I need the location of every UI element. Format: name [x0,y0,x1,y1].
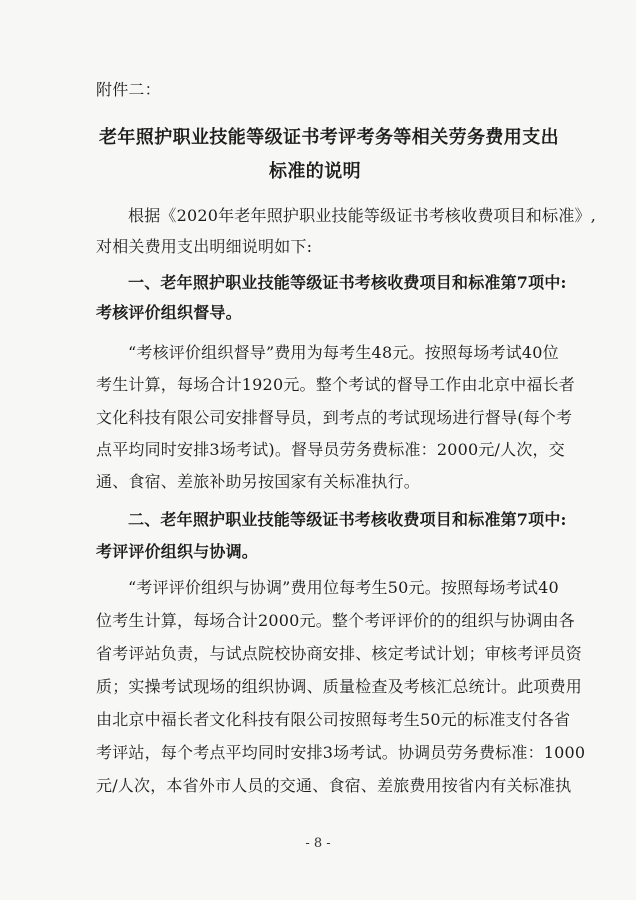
section1-body-line-2: 考生计算，每场合计1920元。整个考试的督导工作由北京中福长者 [96,375,575,394]
section2-body-line-1: “考评评价组织与协调”费用位每考生50元。按照每场考试40 [128,578,559,597]
page-number: - 8 - [305,836,331,851]
section2-body-line-2: 位考生计算，每场合计2000元。整个考评评价的的组织与协调由各 [96,611,575,630]
section1-body-line-5: 通、食宿、差旅补助另按国家有关标准执行。 [96,472,421,491]
section2-body-line-6: 考评站，每个考点平均同时安排3场考试。协调员劳务费标准：1000 [96,743,586,762]
section1-body-line-3: 文化科技有限公司安排督导员，到考点的考试现场进行督导(每个考 [96,408,573,427]
section2-body-line-5: 由北京中福长者文化科技有限公司按照每考生50元的标准支付各省 [96,710,571,729]
section1-body-line-1: “考核评价组织督导”费用为每考生48元。按照每场考试40位 [128,343,559,362]
section2-heading-line-1: 二、老年照护职业技能等级证书考核收费项目和标准第7项中: [128,510,567,529]
section1-heading-line-1: 一、老年照护职业技能等级证书考核收费项目和标准第7项中: [128,273,567,292]
section2-body-line-4: 质；实操考试现场的组织协调、质量检查及考核汇总统计。此项费用 [96,677,583,696]
title-line-2: 标准的说明 [269,161,361,182]
section1-body-line-4: 点平均同时安排3场考试)。督导员劳务费标准：2000元/人次，交 [96,440,565,459]
intro-line-2: 对相关费用支出明细说明如下: [96,237,313,256]
section1-heading-line-2: 考核评价组织督导。 [96,303,242,322]
intro-line-1: 根据《2020年老年照护职业技能等级证书考核收费项目和标准》, [128,206,597,225]
section2-heading-line-2: 考评评价组织与协调。 [96,542,259,561]
title-line-1: 老年照护职业技能等级证书考评考务等相关劳务费用支出 [99,127,559,148]
section2-body-line-3: 省考评站负责，与试点院校协商安排、核定考试计划；审核考评员资 [96,644,583,663]
section2-body-line-7: 元/人次，本省外市人员的交通、食宿、差旅费用按省内有关标准执 [96,776,572,795]
attachment-label: 附件二： [96,80,161,99]
